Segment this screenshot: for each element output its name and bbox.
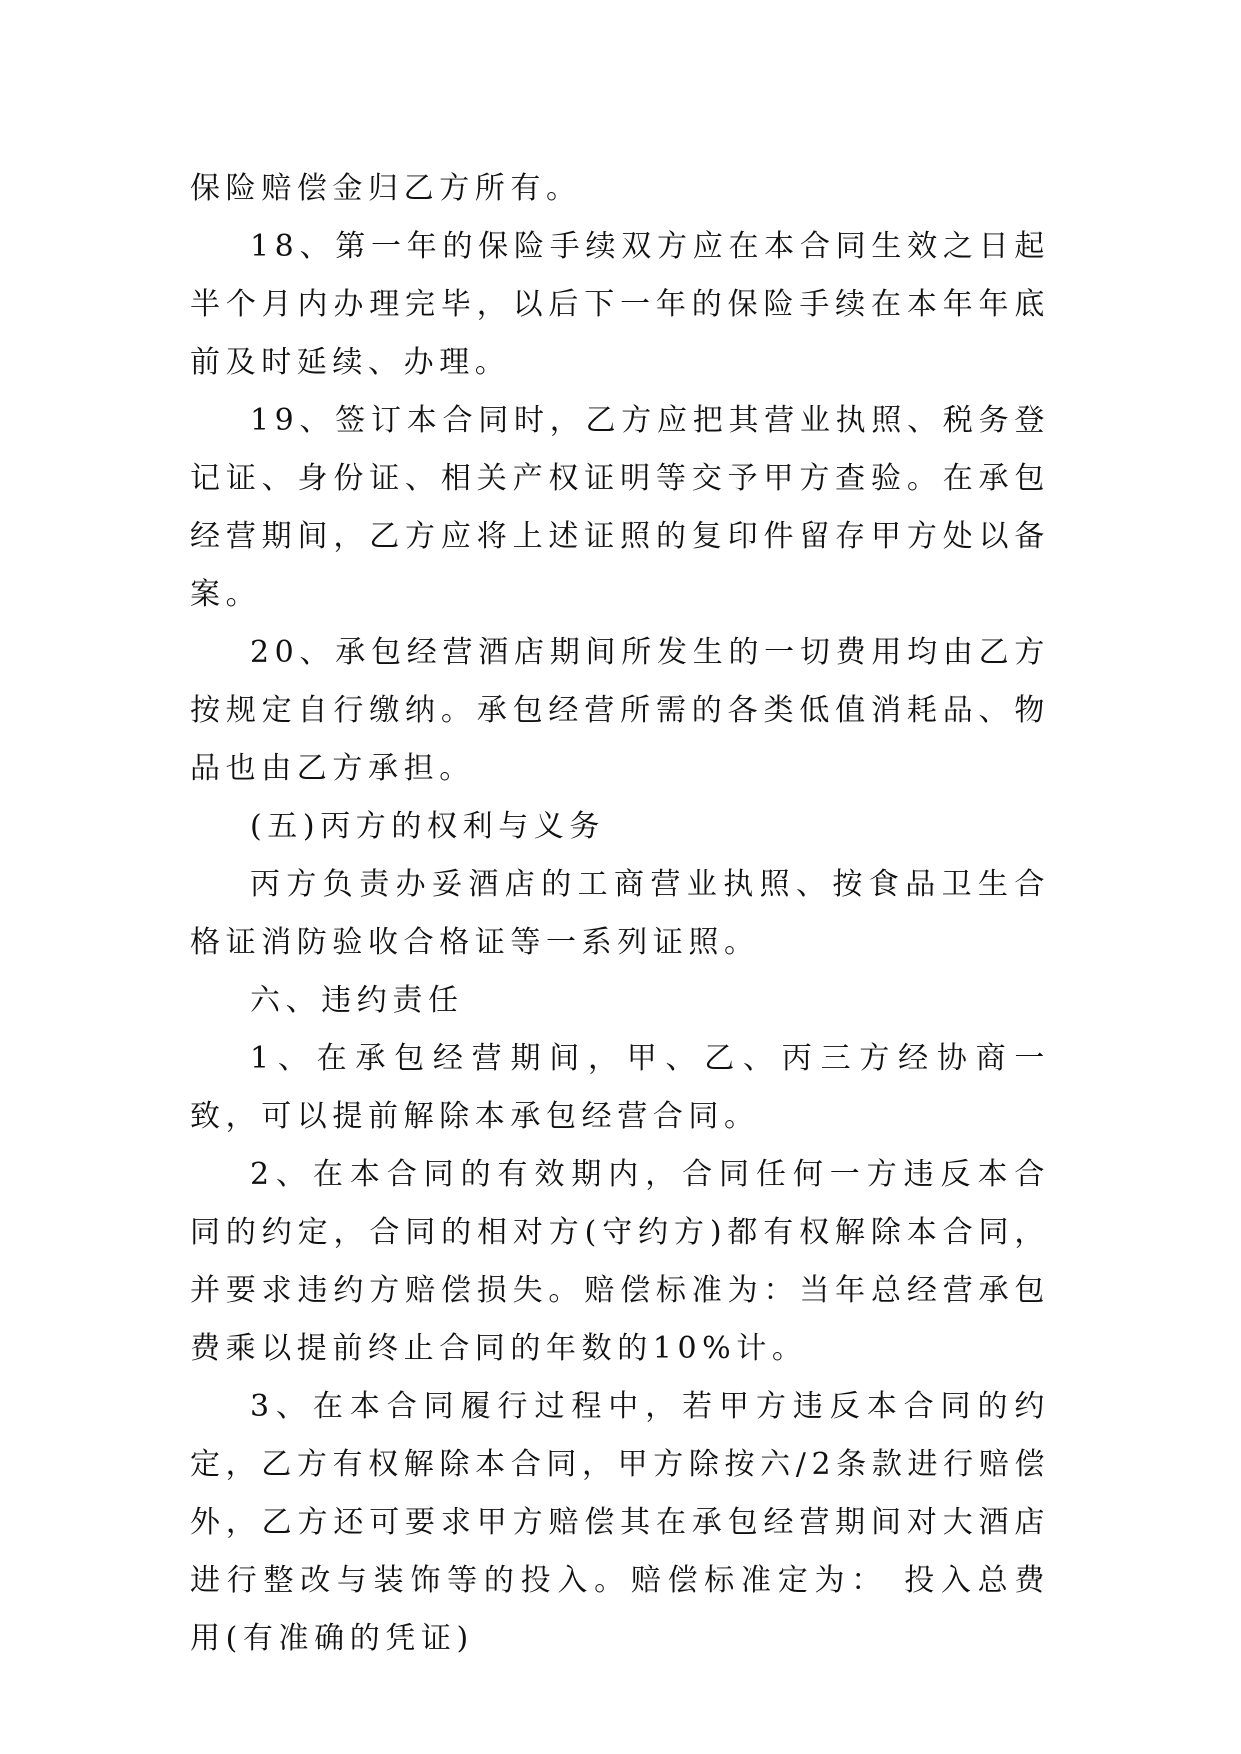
- paragraph-1: 保险赔偿金归乙方所有。: [190, 171, 582, 206]
- paragraph-2: 18、第一年的保险手续双方应在本合同生效之日起半个月内办理完毕，以后下一年的保险手续在本年年底前及时延续、办理。: [190, 229, 1050, 380]
- document-body: [190, 160, 1050, 1668]
- paragraph-4: 20、承包经营酒店期间所发生的一切费用均由乙方按规定自行缴纳。承包经营所需的各类低值消耗品、物品也由乙方承担。: [190, 635, 1050, 786]
- paragraph-3: 19、签订本合同时，乙方应把其营业执照、税务登记证、身份证、相关产权证明等交予甲方查验。在承包经营期间，乙方应将上述证照的复印件留存甲方处以备案。: [190, 403, 1050, 612]
- paragraph-8: 1、在承包经营期间，甲、乙、丙三方经协商一致，可以提前解除本承包经营合同。: [190, 1041, 1050, 1134]
- paragraph-6: 丙方负责办妥酒店的工商营业执照、按食品卫生合格证消防验收合格证等一系列证照。: [190, 867, 1050, 960]
- paragraph-9: 2、在本合同的有效期内，合同任何一方违反本合同的约定，合同的相对方(守约方)都有权解除本合同，并要求违约方赔偿损失。赔偿标准为：当年总经营承包费乘以提前终止合同的年数的10%计。: [190, 1157, 1050, 1366]
- section-heading-5: (五)丙方的权利与义务: [250, 809, 606, 844]
- paragraph-10: 3、在本合同履行过程中，若甲方违反本合同的约定，乙方有权解除本合同，甲方除按六/2条款进行赔偿外，乙方还可要求甲方赔偿其在承包经营期间对大酒店进行整改与装饰等的投入。赔偿标准定为： 投入总费用(有准确的凭证): [190, 1389, 1050, 1656]
- section-heading-6: 六、违约责任: [250, 983, 464, 1018]
